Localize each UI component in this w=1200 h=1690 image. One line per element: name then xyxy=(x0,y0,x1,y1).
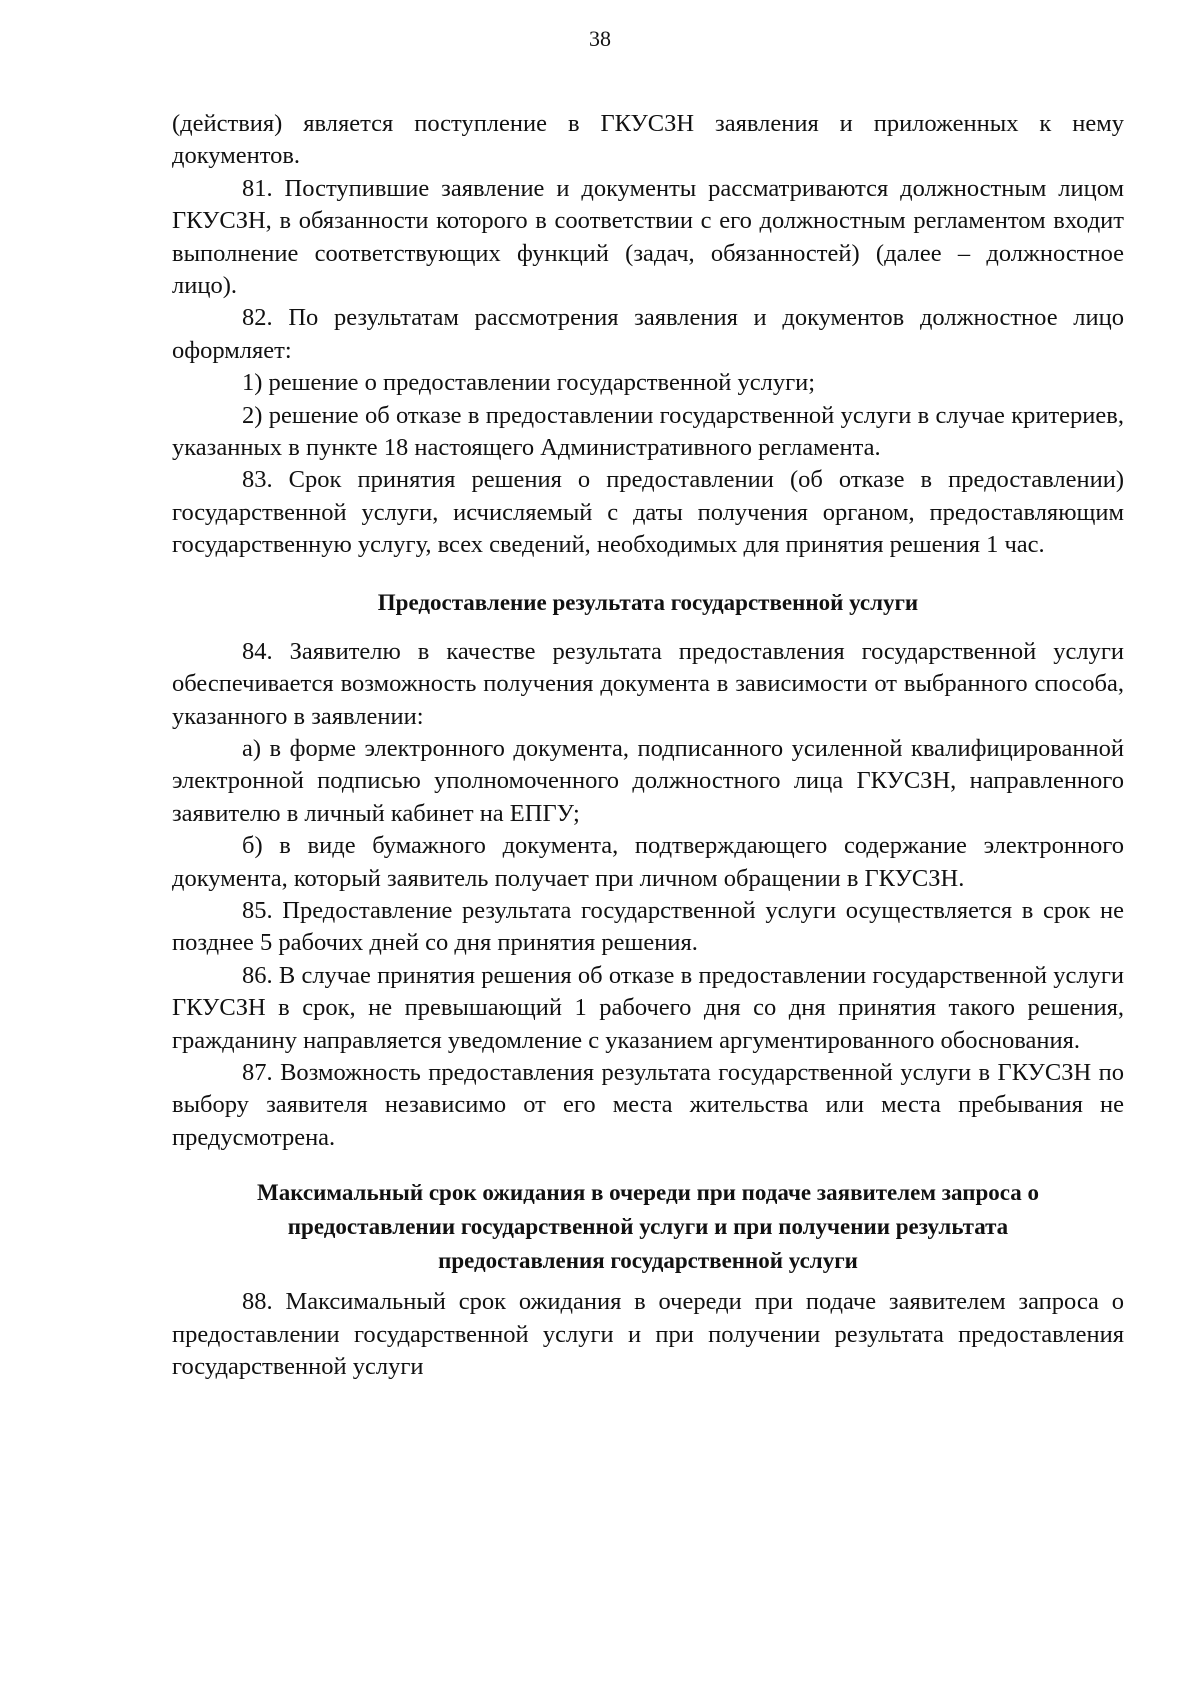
paragraph-p0: (действия) является поступление в ГКУСЗН заявления и приложенных к нему документов. xyxy=(172,110,1124,170)
paragraph-p84-b: б) в виде бумажного документа, подтверждающего содержание электронного документа, который заявитель получает при личном обращении в ГКУСЗН. xyxy=(172,832,1124,892)
paragraph-p82-1: 1) решение о предоставлении государственной услуги; xyxy=(242,369,816,397)
paragraph-p82: 82. По результатам рассмотрения заявления и документов должностное лицо оформляет: xyxy=(172,304,1124,364)
paragraph-p88: 88. Максимальный срок ожидания в очереди при подаче заявителем запроса о предоставлении государственной услуги и при получении результата предоставления государственной услуги xyxy=(172,1288,1124,1380)
paragraph-p81: 81. Поступившие заявление и документы рассматриваются должностным лицом ГКУСЗН, в обязанности которого в соответствии с его должностным регламентом входит выполнение соответствующих функций (задач, обязанностей) (далее – должностное лицо). xyxy=(172,174,1124,300)
paragraph-p87: 87. Возможность предоставления результата государственной услуги в ГКУСЗН по выбору заявителя независимо от его места жительства или места пребывания не предусмотрена. xyxy=(172,1058,1124,1151)
section-paragraphs-3 xyxy=(172,1286,1124,1383)
paragraph-p85: 85. Предоставление результата государственной услуги осуществляется в срок не позднее 5 рабочих дней со дня принятия решения. xyxy=(172,896,1124,957)
paragraph-p84: 84. Заявителю в качестве результата предоставления государственной услуги обеспечивается возможность получения документа в зависимости от выбранного способа, указанного в заявлении: xyxy=(172,637,1124,730)
section-paragraphs-1 xyxy=(172,108,1124,562)
section-heading-queue-time: Максимальный срок ожидания в очереди при подаче заявителем запроса о предоставлении государственной услуги и при получении результата предоставления государственной услуги xyxy=(256,1180,1039,1274)
paragraph-p83: 83. Срок принятия решения о предоставлении (об отказе в предоставлении) государственной услуги, исчисляемый с даты получения органом, предоставляющим государственную услугу, всех сведений, необходимых для принятия решения 1 час. xyxy=(172,466,1124,559)
section-heading-result: Предоставление результата государственной услуги xyxy=(377,589,919,615)
paragraph-p86: 86. В случае принятия решения об отказе в предоставлении государственной услуги ГКУСЗН в срок, не превышающий 1 рабочего дня со дня принятия такого решения, гражданину направляется уведомление с указанием аргументированного обоснования. xyxy=(172,961,1124,1054)
section-paragraphs-2 xyxy=(172,636,1124,1155)
paragraph-p84-a: а) в форме электронного документа, подписанного усиленной квалифицированной электронной подписью уполномоченного должностного лица ГКУСЗН, направленного заявителю в личный кабинет на ЕПГУ; xyxy=(172,734,1124,827)
paragraph-p82-2: 2) решение об отказе в предоставлении государственной услуги в случае критериев, указанных в пункте 18 настоящего Административного регламента. xyxy=(172,401,1124,462)
page-number: 38 xyxy=(589,26,611,51)
document-body xyxy=(172,108,1124,1383)
